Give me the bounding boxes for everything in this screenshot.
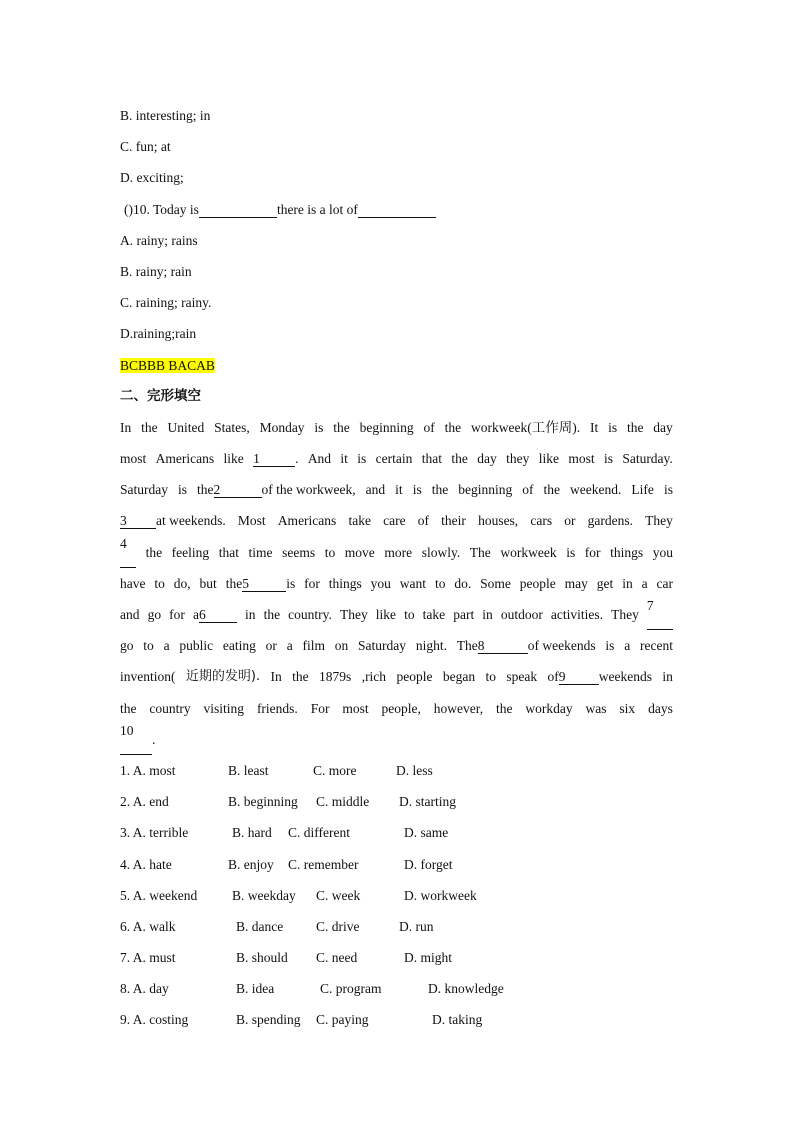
q10-option-c: C. raining; rainy. bbox=[120, 295, 212, 311]
option-1-b: B. least bbox=[228, 762, 269, 778]
option-row-4 bbox=[120, 849, 673, 880]
answer-key-line bbox=[120, 350, 673, 381]
option-4-n: 4. A. hate bbox=[120, 856, 172, 872]
option-6-d: D. run bbox=[399, 918, 434, 934]
option-5-d: D. workweek bbox=[404, 887, 477, 903]
passage-line-4: 3 at weekends. Most Americans take care of their houses, cars or gardens. They bbox=[120, 513, 673, 529]
option-7-d: D. might bbox=[404, 950, 453, 966]
option-row-5 bbox=[120, 880, 673, 911]
document-page bbox=[120, 100, 673, 1036]
option-row-9 bbox=[120, 1004, 673, 1035]
q10-option-b: B. rainy; rain bbox=[120, 263, 192, 279]
q10-option-a: A. rainy; rains bbox=[120, 232, 198, 248]
option-row-2 bbox=[120, 786, 673, 817]
option-row-1 bbox=[120, 755, 673, 786]
option-8-b: B. idea bbox=[236, 981, 275, 997]
blank-10: 10 bbox=[120, 724, 152, 755]
blank-1: 1 bbox=[253, 452, 295, 467]
blank-9: 9 bbox=[559, 670, 599, 685]
blank-2: 2 bbox=[214, 483, 262, 498]
q10-blank-1 bbox=[199, 203, 277, 218]
option-6-b: B. dance bbox=[236, 918, 284, 934]
option-9-b: B. spending bbox=[236, 1012, 301, 1028]
passage-line-9: invention( 近期的发明). In the 1879s ,rich people began to speak of9 weekends in bbox=[120, 669, 673, 685]
option-8-c: C. program bbox=[320, 981, 382, 997]
section-heading: 二、完形填空 bbox=[120, 387, 201, 404]
passage-line-10: the country visiting friends. For most people, however, the workday was six days bbox=[120, 700, 673, 716]
option-3-n: 3. A. terrible bbox=[120, 825, 189, 841]
option-6-c: C. drive bbox=[316, 918, 360, 934]
option-9-c: C. paying bbox=[316, 1012, 369, 1028]
option-2-c: C. middle bbox=[316, 794, 370, 810]
q9-option-d: D. exciting; bbox=[120, 170, 184, 186]
q10-blank-2 bbox=[358, 203, 436, 218]
option-8-n: 8. A. day bbox=[120, 981, 169, 997]
option-1-d: D. less bbox=[396, 762, 433, 778]
option-7-b: B. should bbox=[236, 950, 288, 966]
q10-middle: there is a lot of bbox=[276, 201, 358, 217]
passage-line-1: In the United States, Monday is the beginning of the workweek(工作周). It is the day bbox=[120, 419, 673, 435]
blank-6: 6 bbox=[199, 608, 237, 623]
passage-line-5: 4 the feeling that time seems to move more slowly. The workweek is for things you bbox=[120, 537, 673, 568]
option-7-n: 7. A. must bbox=[120, 950, 176, 966]
option-4-d: D. forget bbox=[404, 856, 453, 872]
option-2-d: D. starting bbox=[399, 794, 456, 810]
passage-line-8: go to a public eating or a film on Saturday night. The8 of weekends is a recent bbox=[120, 638, 673, 654]
option-9-d: D. taking bbox=[432, 1012, 483, 1028]
option-4-b: B. enjoy bbox=[228, 856, 274, 872]
option-1-n: 1. A. most bbox=[120, 762, 176, 778]
passage-line-7: and go for a6 in the country. They like to take part in outdoor activities. They 7 bbox=[120, 599, 673, 630]
option-row-7 bbox=[120, 942, 673, 973]
option-2-b: B. beginning bbox=[228, 794, 298, 810]
option-row-3 bbox=[120, 817, 673, 848]
q10-prefix: ()10. Today is bbox=[124, 201, 199, 217]
answer-key: BCBBB BACAB bbox=[120, 357, 215, 373]
blank-7: 7 bbox=[647, 599, 673, 630]
q9-option-b: B. interesting; in bbox=[120, 108, 211, 123]
q9-option-c: C. fun; at bbox=[120, 139, 171, 155]
option-row-8 bbox=[120, 973, 673, 1004]
option-8-d: D. knowledge bbox=[428, 981, 504, 997]
option-row-6 bbox=[120, 911, 673, 942]
option-5-c: C. week bbox=[316, 887, 361, 903]
option-4-c: C. remember bbox=[288, 856, 359, 872]
q10-stem bbox=[120, 194, 673, 225]
options-list bbox=[120, 755, 673, 1036]
blank-5: 5 bbox=[242, 577, 286, 592]
option-5-n: 5. A. weekend bbox=[120, 887, 198, 903]
passage-line-3: Saturday is the2 of the workweek, and it is the beginning of the weekend. Life is bbox=[120, 482, 673, 498]
blank-8: 8 bbox=[478, 639, 528, 654]
option-3-b: B. hard bbox=[232, 825, 272, 841]
q10-option-d: D.raining;rain bbox=[120, 326, 197, 342]
passage-line-6: have to do, but the5 is for things you want to do. Some people may get in a car bbox=[120, 575, 673, 591]
blank-4: 4 bbox=[120, 537, 136, 568]
blank-3: 3 bbox=[120, 514, 156, 529]
option-3-d: D. same bbox=[404, 825, 449, 841]
option-5-b: B. weekday bbox=[232, 887, 296, 903]
passage-line-2: most Americans like 1 . And it is certain that the day they like most is Saturday. bbox=[120, 451, 673, 467]
option-1-c: C. more bbox=[313, 762, 357, 778]
option-7-c: C. need bbox=[316, 950, 358, 966]
passage-line-11: 10 . bbox=[120, 724, 673, 755]
option-2-n: 2. A. end bbox=[120, 794, 169, 810]
option-9-n: 9. A. costing bbox=[120, 1012, 189, 1028]
option-3-c: C. different bbox=[288, 825, 350, 841]
option-6-n: 6. A. walk bbox=[120, 918, 176, 934]
